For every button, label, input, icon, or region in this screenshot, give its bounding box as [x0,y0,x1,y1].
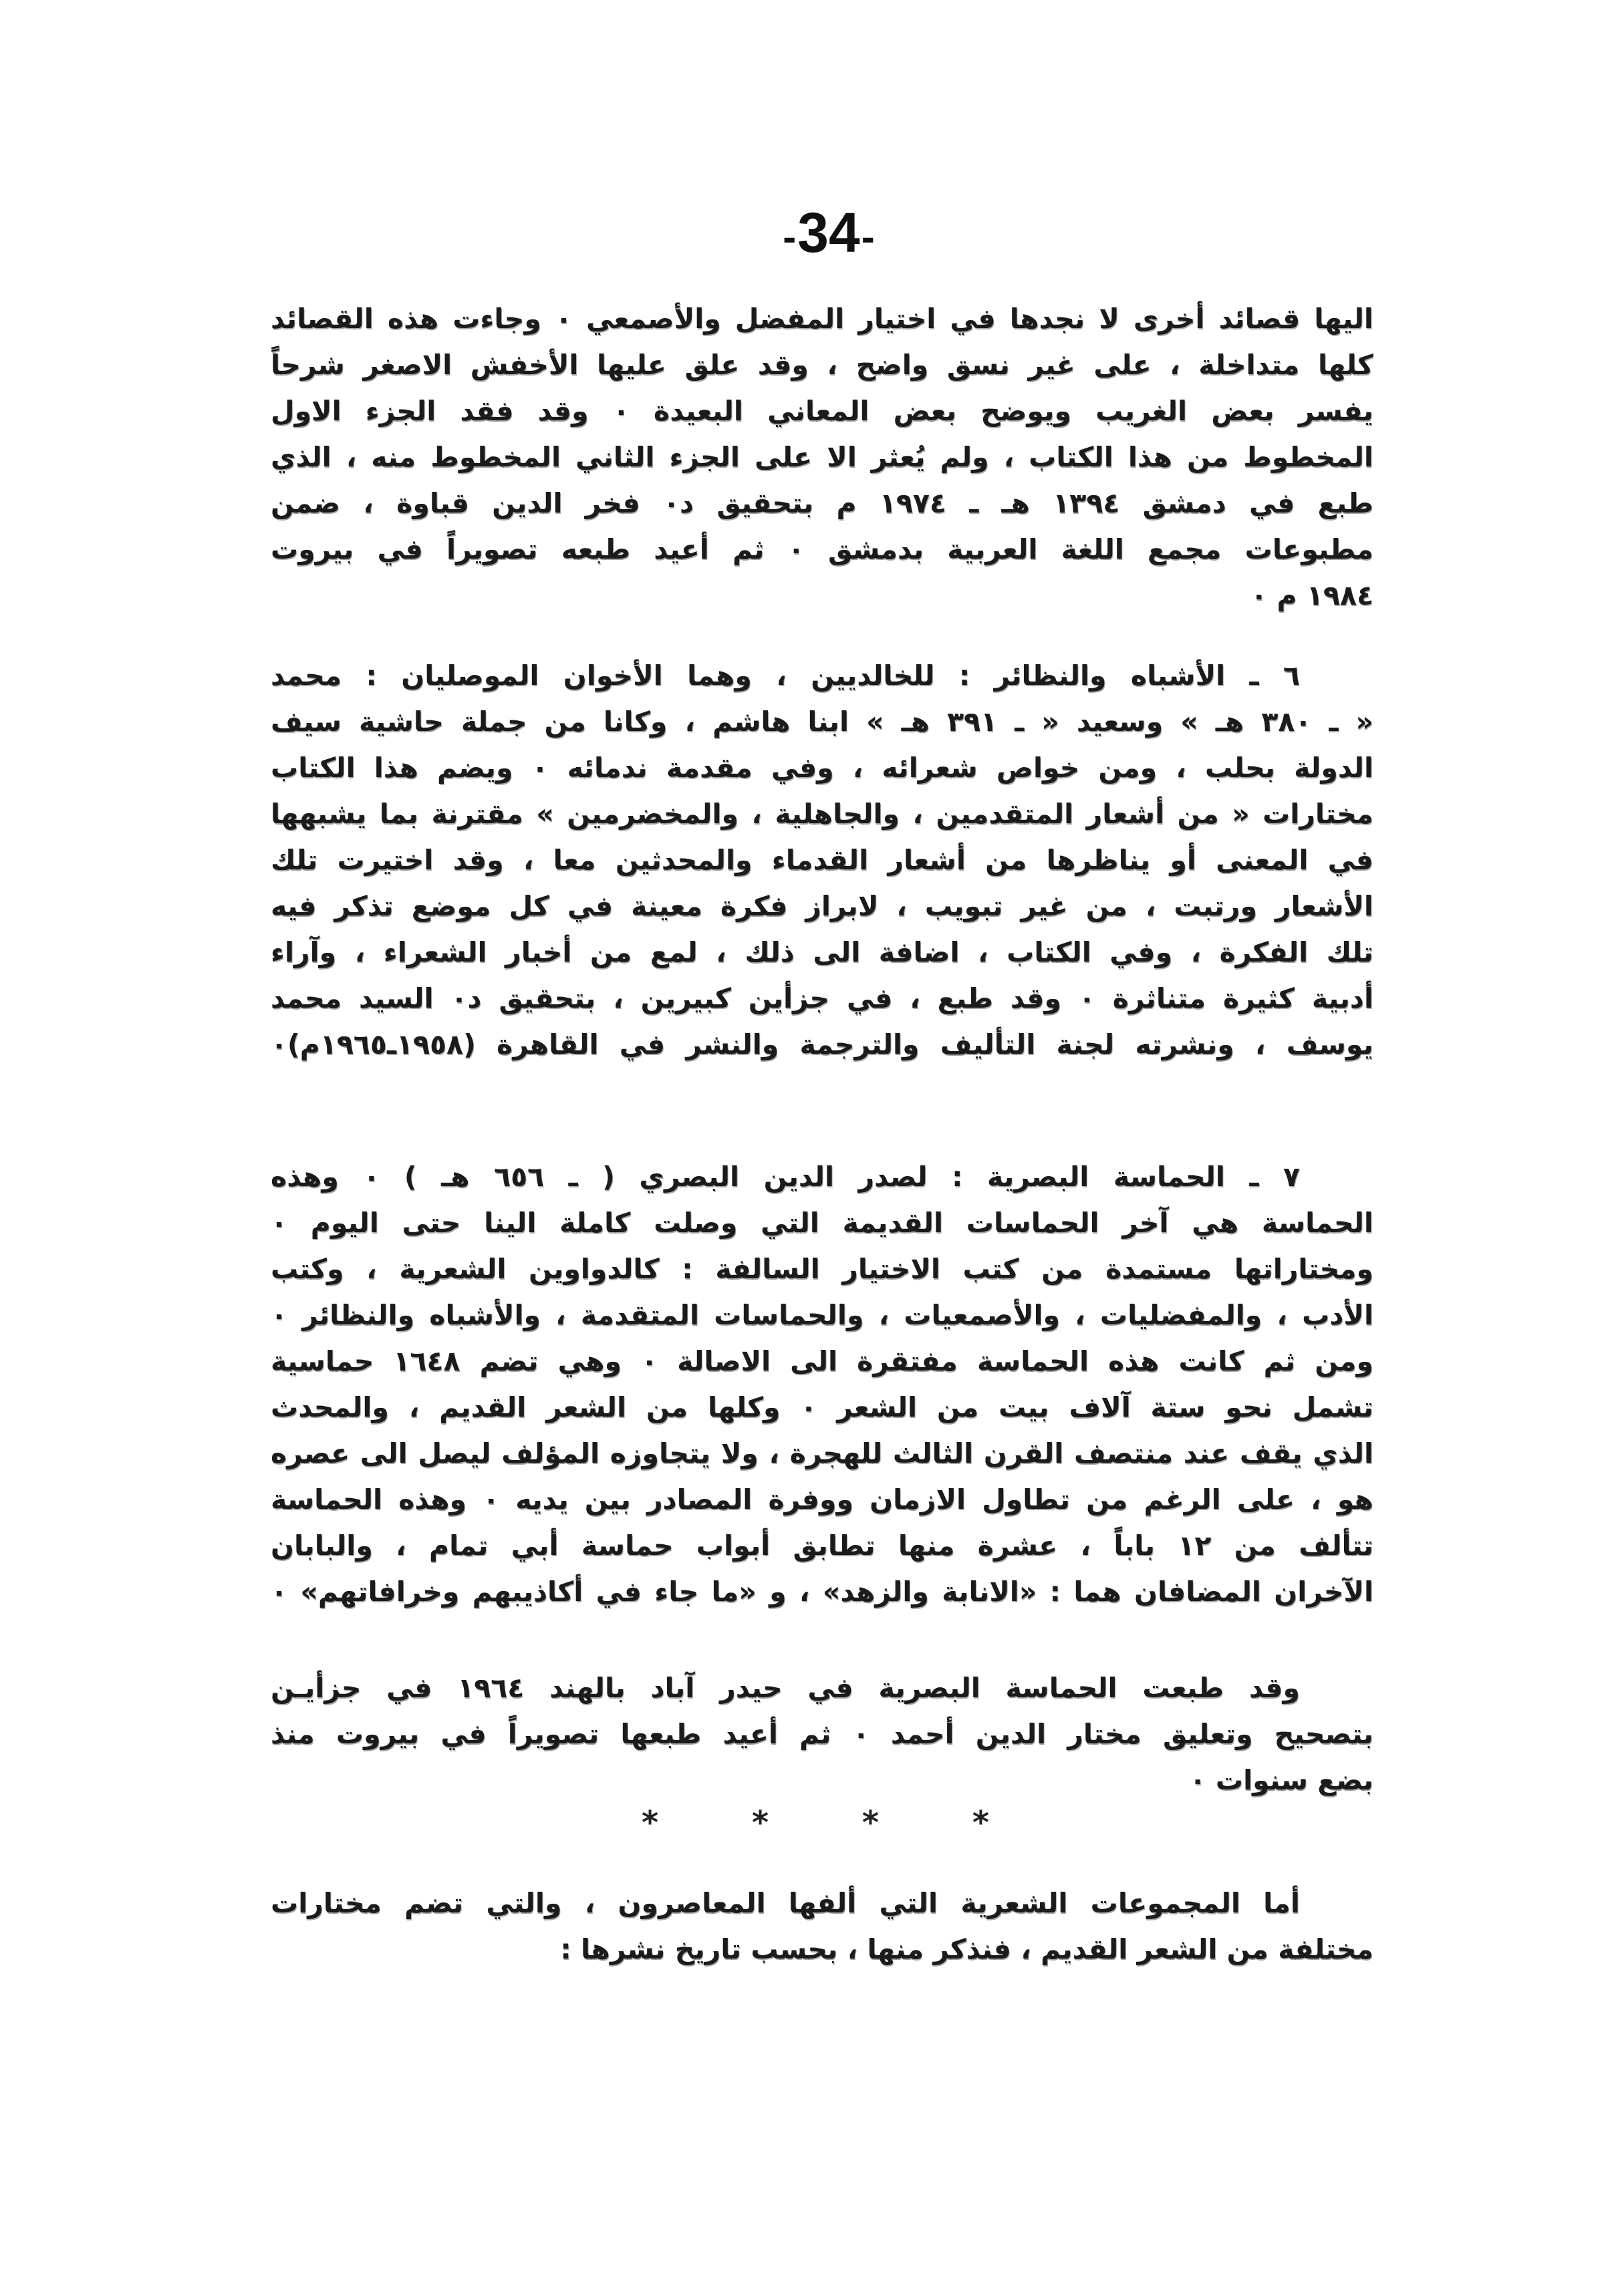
text-line: في المعنى أو يناظرها من أشعار القدماء والمحدثين معا ، وقد اختيرت تلك [271,844,1373,876]
text-line: بضع سنوات ۰ [1189,1764,1373,1796]
item-heading-line: ٧ ـ الحماسة البصرية : لصدر الدين البصري ( ـ ٦٥٦ هـ ) ۰ وهذه [271,1161,1300,1193]
page-number [0,200,1610,265]
text-line: أما المجموعات الشعرية التي ألفها المعاصرون ، والتي تضم مختارات [271,1887,1300,1919]
text-line: طبع في دمشق ١٣٩٤ هـ ـ ١٩٧٤ م بتحقيق د۰ فخر الدين قباوة ، ضمن [271,487,1373,519]
text-line: يوسف ، ونشرته لجنة التأليف والترجمة والنشر في القاهرة (١٩٥٨ـ١٩٦٥م)۰ [271,1028,1373,1060]
text-line: كلها متداخلة ، على غير نسق واضح ، وقد علق عليها الأخفش الاصغر شرحاً [271,349,1373,381]
page-number-dash-left: - [783,214,797,260]
section-separator [642,1804,989,1842]
text-line: هو ، على الرغم من تطاول الازمان ووفرة المصادر بين يديه ۰ وهذه الحماسة [271,1483,1373,1516]
text-line: ومختاراتها مستمدة من كتب الاختيار السالفة : كالدواوين الشعرية ، وكتب [271,1253,1373,1285]
text-line: مطبوعات مجمع اللغة العربية بدمشق ۰ ثم أعيد طبعه تصويراً في بيروت [271,533,1373,565]
text-line: وقد طبعت الحماسة البصرية في حيدر آباد بالهند ١٩٦٤ في جزأيـن [271,1672,1300,1704]
asterisk-icon: * [972,1804,989,1842]
text-line: الدولة بحلب ، ومن خواص شعرائه ، وفي مقدمة ندمائه ۰ ويضم هذا الكتاب [271,752,1373,784]
text-line: تلك الفكرة ، وفي الكتاب ، اضافة الى ذلك ، لمع من أخبار الشعراء ، وآراء [271,936,1373,968]
paragraph-contemporary-collections [271,1880,1373,1973]
paragraph-print-info [271,1665,1373,1804]
text-line: بتصحيح وتعليق مختار الدين أحمد ۰ ثم أعيد طبعها تصويراً في بيروت منذ [271,1718,1373,1750]
text-line: المخطوط من هذا الكتاب ، ولم يُعثر الا على الجزء الثاني المخطوط منه ، الذي [271,441,1373,473]
text-line: تتألف من ١٢ باباً ، عشرة منها تطابق أبواب حماسة أبي تمام ، والبابان [271,1530,1373,1562]
page-number-text: 34 [797,201,860,264]
text-line: الذي يقف عند منتصف القرن الثالث للهجرة ، ولا يتجاوزه المؤلف ليصل الى عصره [271,1437,1373,1469]
text-line: الحماسة هي آخر الحماسات القديمة التي وصلت كاملة الينا حتى اليوم ۰ [271,1207,1373,1239]
paragraph-item-7 [271,1154,1373,1615]
text-line: ١٩٨٤ م ۰ [1250,579,1373,611]
asterisk-icon: * [861,1804,880,1842]
paragraph-intro-continuation [271,296,1373,619]
text-line: اليها قصائد أخرى لا نجدها في اختيار المفضل والأصمعي ۰ وجاءت هذه القصائد [271,303,1373,335]
paragraph-item-6 [271,653,1373,1068]
text-line: يفسر بعض الغريب ويوضح بعض المعاني البعيدة ۰ وقد فقد الجزء الاول [271,395,1373,427]
text-line: تشمل نحو ستة آلاف بيت من الشعر ۰ وكلها من الشعر القديم ، والمحدث [271,1391,1373,1423]
asterisk-icon: * [751,1804,769,1842]
text-line: الأشعار ورتبت ، من غير تبويب ، لابراز فكرة معينة في كل موضع تذكر فيه [271,890,1373,922]
text-line: الأدب ، والمفضليات ، والأصمعيات ، والحماسات المتقدمة ، والأشباه والنظائر ۰ [271,1299,1373,1331]
text-line: مختارات « من أشعار المتقدمين ، والجاهلية ، والمخضرمين » مقترنة بما يشبهها [271,798,1373,830]
asterisk-icon: * [642,1804,659,1842]
item-heading-line: ٦ ـ الأشباه والنظائر : للخالديين ، وهما الأخوان الموصليان : محمد [271,660,1300,692]
page-number-dash-right: - [861,214,875,260]
text-line: أدبية كثيرة متناثرة ۰ وقد طبع ، في جزأين كبيرين ، بتحقيق د۰ السيد محمد [271,982,1373,1014]
text-line: مختلفة من الشعر القديم ، فنذكر منها ، بحسب تاريخ نشرها : [560,1933,1373,1965]
text-line: ومن ثم كانت هذه الحماسة مفتقرة الى الاصالة ۰ وهي تضم ١٦٤٨ حماسية [271,1345,1373,1377]
text-line: « ـ ٣٨٠ هـ » وسعيد « ـ ٣٩١ هـ » ابنا هاشم ، وكانا من جملة حاشية سيف [271,706,1373,738]
text-line: الآخران المضافان هما : «الانابة والزهد» ، و «ما جاء في أكاذيبهم وخرافاتهم» ۰ [271,1576,1373,1608]
